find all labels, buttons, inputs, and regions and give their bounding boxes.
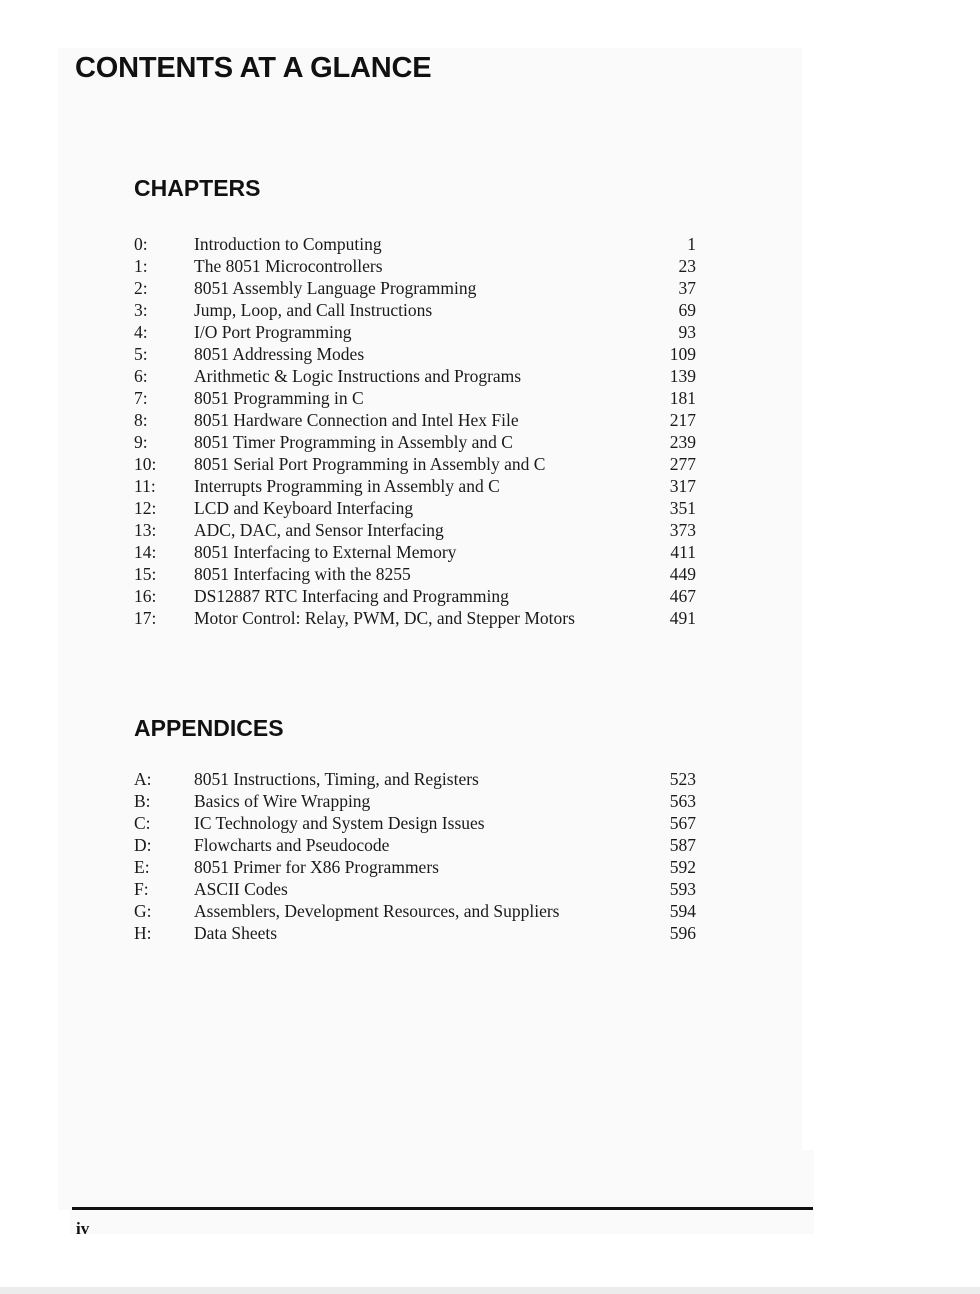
entry-title: Introduction to Computing xyxy=(194,234,382,254)
chapter-entry xyxy=(134,563,696,585)
page-background xyxy=(58,48,802,1210)
page-title: CONTENTS AT A GLANCE xyxy=(75,52,432,84)
footer-page-number: iv xyxy=(76,1219,90,1238)
entry-number: G: xyxy=(134,901,152,921)
entry-title: LCD and Keyboard Interfacing xyxy=(194,498,414,518)
page-background-lower xyxy=(70,1150,814,1234)
entry-number: 7: xyxy=(134,388,148,408)
viewer-bottom-edge xyxy=(0,1287,980,1294)
entry-number: 15: xyxy=(134,564,157,584)
entry-title: 8051 Primer for X86 Programmers xyxy=(194,857,439,877)
entry-title: Basics of Wire Wrapping xyxy=(194,791,371,811)
entry-title: The 8051 Microcontrollers xyxy=(194,256,383,276)
chapter-entry xyxy=(134,453,696,475)
entry-title: Data Sheets xyxy=(194,923,278,943)
entry-page-number: 139 xyxy=(669,366,696,386)
appendix-entry xyxy=(134,790,696,812)
entry-title: 8051 Hardware Connection and Intel Hex File xyxy=(194,410,519,430)
chapter-entry xyxy=(134,233,696,255)
entry-title: 8051 Interfacing to External Memory xyxy=(194,542,457,562)
entry-page-number: 587 xyxy=(669,835,696,855)
entry-number: 11: xyxy=(134,476,156,496)
entry-title: 8051 Assembly Language Programming xyxy=(194,278,477,298)
chapter-entry xyxy=(134,343,696,365)
entry-number: 6: xyxy=(134,366,148,386)
entry-title: 8051 Serial Port Programming in Assembly and C xyxy=(194,454,546,474)
entry-title: 8051 Programming in C xyxy=(194,388,364,408)
chapter-entry xyxy=(134,607,696,629)
entry-title: I/O Port Programming xyxy=(194,322,352,342)
entry-page-number: 277 xyxy=(669,454,696,474)
entry-number: 10: xyxy=(134,454,157,474)
entry-page-number: 109 xyxy=(669,344,696,364)
entry-number: 1: xyxy=(134,256,148,276)
appendix-entry xyxy=(134,834,696,856)
entry-number: 16: xyxy=(134,586,157,606)
entry-page-number: 592 xyxy=(669,857,696,877)
chapter-entry xyxy=(134,299,696,321)
chapters-list xyxy=(134,233,696,629)
appendix-entry xyxy=(134,856,696,878)
entry-page-number: 37 xyxy=(678,278,696,298)
entry-title: Motor Control: Relay, PWM, DC, and Stepper Motors xyxy=(194,608,575,628)
entry-title: ASCII Codes xyxy=(194,879,288,899)
appendix-entry xyxy=(134,878,696,900)
entry-number: 0: xyxy=(134,234,148,254)
entry-title: ADC, DAC, and Sensor Interfacing xyxy=(194,520,444,540)
entry-page-number: 523 xyxy=(669,769,696,789)
entry-number: 5: xyxy=(134,344,148,364)
entry-number: H: xyxy=(134,923,152,943)
chapter-entry xyxy=(134,431,696,453)
entry-page-number: 467 xyxy=(669,586,696,606)
appendix-entry xyxy=(134,768,696,790)
entry-title: 8051 Addressing Modes xyxy=(194,344,365,364)
chapter-entry xyxy=(134,365,696,387)
chapter-entry xyxy=(134,497,696,519)
appendix-entry xyxy=(134,900,696,922)
entry-page-number: 69 xyxy=(678,300,696,320)
entry-number: D: xyxy=(134,835,152,855)
entry-page-number: 449 xyxy=(669,564,696,584)
entry-number: 2: xyxy=(134,278,148,298)
footer-rule xyxy=(72,1207,813,1210)
entry-number: 13: xyxy=(134,520,157,540)
entry-page-number: 239 xyxy=(669,432,696,452)
chapter-entry xyxy=(134,277,696,299)
chapter-entry xyxy=(134,541,696,563)
appendices-list xyxy=(134,768,696,944)
entry-title: Arithmetic & Logic Instructions and Programs xyxy=(194,366,522,386)
entry-number: E: xyxy=(134,857,150,877)
entry-number: C: xyxy=(134,813,151,833)
entry-page-number: 594 xyxy=(669,901,696,921)
entry-page-number: 563 xyxy=(669,791,696,811)
entry-page-number: 217 xyxy=(669,410,696,430)
chapters-heading: CHAPTERS xyxy=(134,175,261,201)
entry-page-number: 567 xyxy=(669,813,696,833)
entry-title: 8051 Timer Programming in Assembly and C xyxy=(194,432,513,452)
entry-number: 14: xyxy=(134,542,157,562)
entry-title: Flowcharts and Pseudocode xyxy=(194,835,390,855)
chapter-entry xyxy=(134,255,696,277)
entry-page-number: 491 xyxy=(669,608,696,628)
entry-number: 4: xyxy=(134,322,148,342)
entry-title: Jump, Loop, and Call Instructions xyxy=(194,300,433,320)
entry-page-number: 593 xyxy=(669,879,696,899)
appendices-heading: APPENDICES xyxy=(134,715,284,741)
chapter-entry xyxy=(134,475,696,497)
chapter-entry xyxy=(134,409,696,431)
entry-page-number: 411 xyxy=(670,542,696,562)
appendix-entry xyxy=(134,812,696,834)
entry-number: 9: xyxy=(134,432,148,452)
entry-number: B: xyxy=(134,791,151,811)
entry-number: 17: xyxy=(134,608,157,628)
entry-title: DS12887 RTC Interfacing and Programming xyxy=(194,586,509,606)
entry-number: 12: xyxy=(134,498,157,518)
entry-page-number: 317 xyxy=(669,476,696,496)
entry-page-number: 1 xyxy=(687,234,696,254)
entry-page-number: 181 xyxy=(669,388,696,408)
entry-title: Interrupts Programming in Assembly and C xyxy=(194,476,500,496)
appendix-entry xyxy=(134,922,696,944)
chapter-entry xyxy=(134,321,696,343)
entry-title: 8051 Instructions, Timing, and Registers xyxy=(194,769,479,789)
entry-number: 8: xyxy=(134,410,148,430)
entry-page-number: 351 xyxy=(669,498,696,518)
entry-title: IC Technology and System Design Issues xyxy=(194,813,485,833)
entry-number: F: xyxy=(134,879,149,899)
entry-page-number: 93 xyxy=(678,322,696,342)
chapter-entry xyxy=(134,585,696,607)
entry-number: 3: xyxy=(134,300,148,320)
entry-page-number: 596 xyxy=(669,923,696,943)
chapter-entry xyxy=(134,387,696,409)
entry-title: Assemblers, Development Resources, and Suppliers xyxy=(194,901,560,921)
entry-page-number: 373 xyxy=(669,520,696,540)
entry-number: A: xyxy=(134,769,152,789)
entry-title: 8051 Interfacing with the 8255 xyxy=(194,564,411,584)
chapter-entry xyxy=(134,519,696,541)
entry-page-number: 23 xyxy=(678,256,696,276)
